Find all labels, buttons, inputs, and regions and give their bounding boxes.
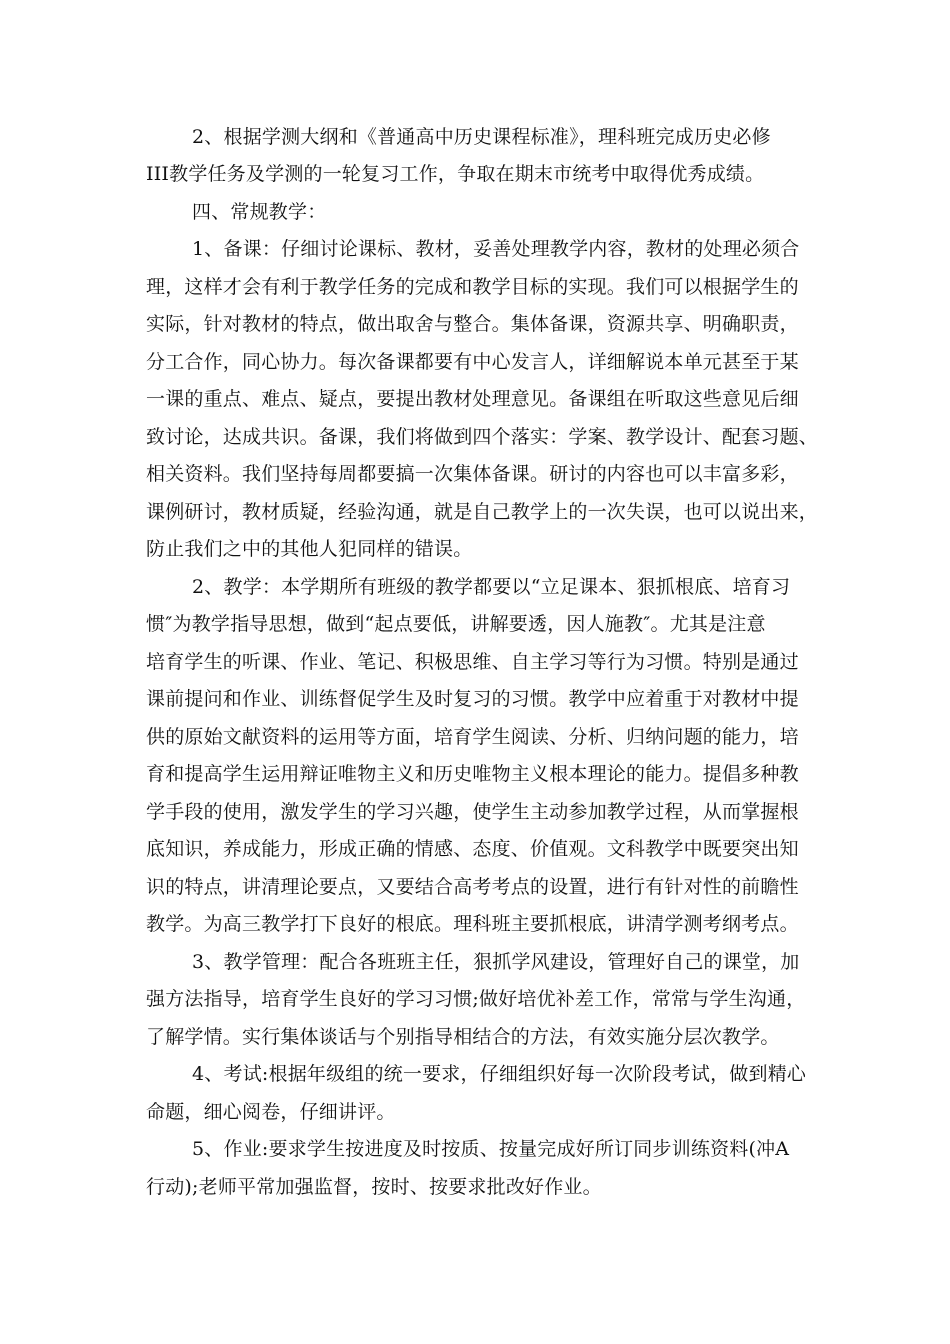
text-line: 1、备课：仔细讨论课标、教材，妥善处理教学内容，教材的处理必须合 [192, 238, 800, 260]
text-line: 实际，针对教材的特点，做出取舍与整合。集体备课，资源共享、明确职责， [146, 313, 799, 335]
text-line: 教学。为高三教学打下良好的根底。理科班主要抓根底，讲清学测考纲考点。 [146, 913, 799, 935]
text-line: 致讨论，达成共识。备课，我们将做到四个落实：学案、教学设计、配套习题、 [146, 426, 819, 448]
text-line: 培育学生的听课、作业、笔记、积极思维、自主学习等行为习惯。特别是通过 [146, 651, 799, 673]
text-line: 行动);老师平常加强监督，按时、按要求批改好作业。 [146, 1176, 602, 1198]
text-line: 命题，细心阅卷，仔细讲评。 [146, 1101, 396, 1123]
section-heading: 四、常规教学： [192, 201, 327, 223]
text-line: 分工合作，同心协力。每次备课都要有中心发言人，详细解说本单元甚至于某 [146, 351, 799, 373]
text-line: 育和提高学生运用辩证唯物主义和历史唯物主义根本理论的能力。提倡多种教 [146, 763, 799, 785]
text-line: 课例研讨，教材质疑，经验沟通，就是自己教学上的一次失误，也可以说出来， [146, 501, 819, 523]
text-line: 供的原始文献资料的运用等方面，培育学生阅读、分析、归纳问题的能力，培 [146, 726, 799, 748]
text-line: 一课的重点、难点、疑点，要提出教材处理意见。备课组在听取这些意见后细 [146, 388, 799, 410]
text-line: 5、作业:要求学生按进度及时按质、按量完成好所订同步训练资料(冲A [192, 1138, 790, 1160]
text-line: 3、教学管理：配合各班班主任，狠抓学风建设，管理好自己的课堂，加 [192, 951, 800, 973]
text-line: 理，这样才会有利于教学任务的完成和教学目标的实现。我们可以根据学生的 [146, 276, 799, 298]
text-line: 强方法指导，培育学生良好的学习习惯;做好培优补差工作，常常与学生沟通， [146, 988, 806, 1010]
text-line: 底知识，养成能力，形成正确的情感、态度、价值观。文科教学中既要突出知 [146, 838, 799, 860]
text-line: III教学任务及学测的一轮复习工作，争取在期末市统考中取得优秀成绩。 [146, 163, 765, 185]
text-line: 惯″为教学指导思想，做到“起点要低，讲解要透，因人施教″。尤其是注意 [146, 613, 766, 635]
text-line: 学手段的使用，激发学生的学习兴趣，使学生主动参加教学过程，从而掌握根 [146, 801, 799, 823]
text-line: 识的特点，讲清理论要点，又要结合高考考点的设置，进行有针对性的前瞻性 [146, 876, 799, 898]
text-line: 防止我们之中的其他人犯同样的错误。 [146, 538, 473, 560]
text-line: 2、根据学测大纲和《普通高中历史课程标准》，理科班完成历史必修 [192, 126, 771, 148]
text-line: 了解学情。实行集体谈话与个别指导相结合的方法，有效实施分层次教学。 [146, 1026, 780, 1048]
text-line: 课前提问和作业、训练督促学生及时复习的习惯。教学中应着重于对教材中提 [146, 688, 799, 710]
text-line: 相关资料。我们坚持每周都要搞一次集体备课。研讨的内容也可以丰富多彩， [146, 463, 799, 485]
text-line: 4、考试:根据年级组的统一要求，仔细组织好每一次阶段考试，做到精心 [192, 1063, 807, 1085]
text-line: 2、教学：本学期所有班级的教学都要以“立足课本、狠抓根底、培育习 [192, 576, 791, 598]
